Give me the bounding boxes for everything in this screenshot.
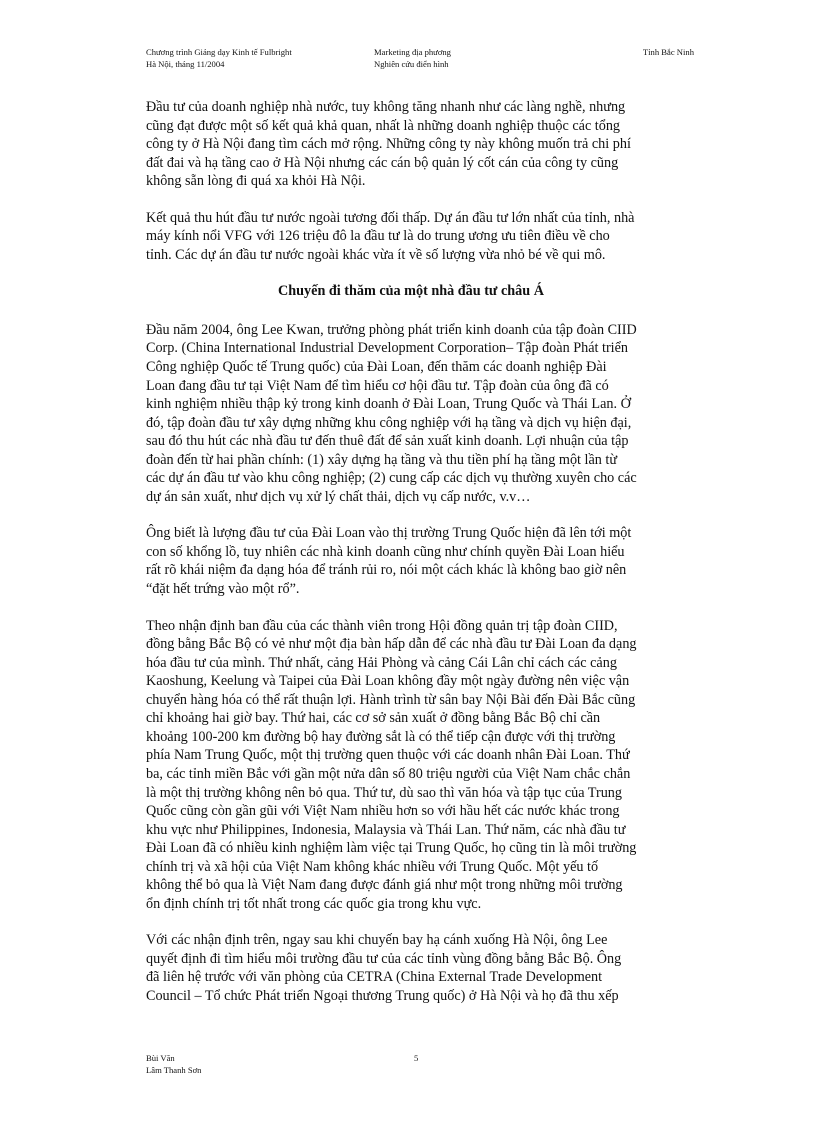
paragraph-red-river-delta-assessment [146,617,676,914]
header-course-info [374,46,451,70]
text-line: Đài Loan đã có nhiều kinh nghiệm làm việc tại Trung Quốc, họ cũng tin là môi trường [146,840,637,857]
text-line: ba, các tỉnh miền Bắc với gần một nửa dân số 80 triệu người của Việt Nam chắc chắn [146,765,631,782]
text-line: đồng bằng Bắc Bộ có vẻ như một địa bàn hấp dẫn để các nhà đầu tư Đài Loan đa dạng [146,636,637,653]
text-line: Loan đang đầu tư tại Việt Nam để tìm hiểu cơ hội đầu tư. Tập đoàn của ông đã có [146,377,609,394]
text-line: con số khổng lồ, tuy nhiên các nhà kinh doanh cũng như chính quyền Đài Loan hiểu [146,543,625,560]
text-line: hóa đầu tư của mình. Thứ nhất, cảng Hải Phòng và cảng Cái Lân chỉ cách các cảng [146,654,617,671]
document-body [146,98,676,1024]
text-line: không thể bỏ qua là Việt Nam đang được đánh giá như một trong những môi trường [146,877,623,894]
text-line: sau đó thu hút các nhà đầu tư đến thuê đất để sản xuất kinh doanh. Lợi nhuận của tập [146,433,629,450]
text-line: quyết định đi tìm hiểu môi trường đầu tư của các tỉnh vùng đồng bằng Bắc Bộ. Ông [146,950,622,967]
text-line: đất đai và hạ tầng cao ở Hà Nội nhưng các cán bộ quản lý cốt cán của công ty cũng [146,154,619,171]
text-line: chính trị và xã hội của Việt Nam không khác nhiều với Trung Quốc. Một yếu tố [146,858,599,875]
text-line: kinh nghiệm nhiều thập kỷ trong kinh doanh ở Đài Loan, Trung Quốc và Thái Lan. Ở [146,396,631,413]
text-line: rất rõ khái niệm đa dạng hóa để tránh rủi ro, nói một cách khác là không bao giờ nên [146,562,627,579]
text-line: tỉnh. Các dự án đầu tư nước ngoài khác vừa ít về số lượng vừa nhỏ bé về qui mô. [146,246,606,263]
text-line: Công nghiệp Quốc tế Trung quốc) của Đài Loan, đến thăm các doanh nghiệp Đài [146,359,607,376]
text-line: cũng đạt được một số kết quả khả quan, nhất là những doanh nghiệp thuộc các tổng [146,117,621,134]
text-line: chỉ khoảng hai giờ bay. Thứ hai, các cơ sở sản xuất ở đồng bằng Bắc Bộ chỉ cần [146,710,601,727]
text-line: khoảng 100-200 km đường bộ hay đường sắt là có thể tiếp cận được với thị trường [146,728,616,745]
text-line: Council – Tổ chức Phát triển Ngoại thương Trung quốc) ở Hà Nội và họ đã thu xếp [146,987,619,1004]
text-line: Quốc cũng còn gần gũi với Việt Nam nhiều hơn so với hầu hết các nước khác trong [146,803,620,820]
section-heading: Chuyến đi thăm của một nhà đầu tư châu Á [278,283,544,300]
text-line: Đầu năm 2004, ông Lee Kwan, trưởng phòng phát triển kinh doanh của tập đoàn CIID [146,321,637,338]
paragraph-fdi-results [146,209,676,265]
text-line: ổn định chính trị tốt nhất trong các quốc gia trong khu vực. [146,895,482,912]
header-course-name: Marketing địa phương [374,47,451,57]
header-case-type: Nghiên cứu điển hình [374,59,449,69]
text-line: phía Nam Trung Quốc, một thị trường quen thuộc với các doanh nhân Đài Loan. Thứ [146,747,630,764]
text-line: Theo nhận định ban đầu của các thành viên trong Hội đồng quản trị tập đoàn CIID, [146,617,618,634]
text-line: Kaoshung, Keelung và Taipei của Đài Loan không đầy một ngày đường nên việc vận [146,673,630,690]
text-line: máy kính nổi VFG với 126 triệu đô la đầu tư là do trung ương ưu tiên điều về cho [146,228,610,245]
page-header [146,46,694,74]
text-line: công ty ở Hà Nội đang tìm cách mở rộng. Những công ty này không muốn trả chi phí [146,136,631,153]
header-program-info [146,46,292,70]
paragraph-diversification [146,524,676,598]
text-line: “đặt hết trứng vào một rổ”. [146,581,300,598]
text-line: đoàn đến từ hai phần chính: (1) xây dựng hạ tầng và thu tiền phí hạ tầng một lần từ [146,451,618,468]
footer-author: Bùi Văn [146,1053,175,1063]
page-number: 5 [414,1053,419,1063]
footer-author: Lâm Thanh Sơn [146,1065,202,1075]
paragraph-lee-decision [146,931,676,1005]
text-line: đó, tập đoàn đầu tư xây dựng những khu công nghiệp với hạ tầng và dịch vụ hiện đại, [146,414,632,431]
footer-authors [146,1052,201,1076]
text-line: Corp. (China International Industrial Development Corporation– Tập đoàn Phát triển [146,340,629,357]
text-line: Đầu tư của doanh nghiệp nhà nước, tuy không tăng nhanh như các làng nghề, nhưng [146,99,626,115]
text-line: Với các nhận định trên, ngay sau khi chuyến bay hạ cánh xuống Hà Nội, ông Lee [146,932,608,949]
text-line: khu vực như Philippines, Indonesia, Malaysia và Thái Lan. Thứ năm, các nhà đầu tư [146,821,626,838]
paragraph-lee-kwan-visit [146,321,676,506]
text-line: các dự án đầu tư vào khu công nghiệp; (2) cung cấp các dịch vụ thường xuyên cho các [146,470,637,487]
paragraph-soe-investment [146,98,676,191]
header-date: Hà Nội, tháng 11/2004 [146,59,225,69]
header-province: Tỉnh Bắc Ninh [642,47,694,57]
text-line: đã liên hệ trước với văn phòng của CETRA (China External Trade Development [146,969,603,986]
text-line: là một thị trường không nên bỏ qua. Thứ tư, dù sao thì văn hóa và tập tục của Trung [146,784,622,801]
text-line: dự án sản xuất, như dịch vụ xử lý chất thải, dịch vụ cấp nước, v.v… [146,488,531,505]
text-line: chuyển hàng hóa có thể rất thuận lợi. Hành trình từ sân bay Nội Bài đến Đài Bắc cũng [146,691,636,708]
text-line: Kết quả thu hút đầu tư nước ngoài tương đối thấp. Dự án đầu tư lớn nhất của tỉnh, nhà [146,209,635,226]
text-line: Ông biết là lượng đầu tư của Đài Loan vào thị trường Trung Quốc hiện đã lên tới một [146,525,632,542]
text-line: không sẵn lòng đi quá xa khỏi Hà Nội. [146,173,366,190]
header-program-name: Chương trình Giảng dạy Kinh tế Fulbright [146,47,292,57]
